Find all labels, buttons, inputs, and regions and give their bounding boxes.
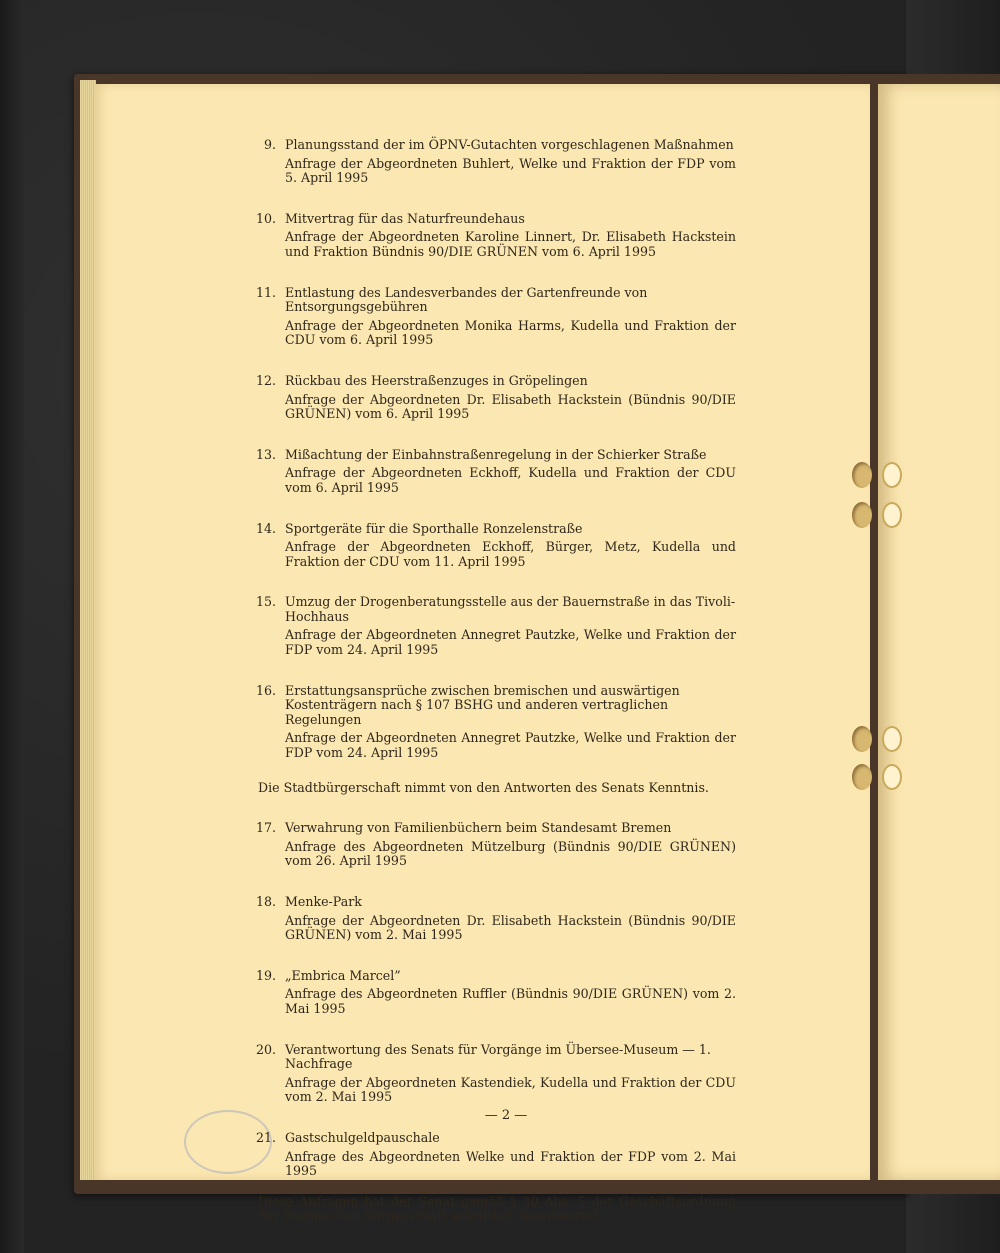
- document-content: [256, 138, 736, 1224]
- item-inquiry: Anfrage der Abgeordneten Monika Harms, Kudella und Fraktion der CDU vom 6. April 1995: [285, 317, 736, 348]
- punch-ring: [882, 726, 902, 752]
- item-number: 12.: [255, 372, 276, 388]
- item-inquiry: Anfrage der Abgeordneten Annegret Pautzke, Welke und Fraktion der FDP vom 24. April 1995: [285, 730, 736, 761]
- item-number: 19.: [255, 967, 276, 983]
- punch-hole: [852, 726, 872, 752]
- item-number: 18.: [255, 894, 276, 909]
- item-number: 10.: [255, 210, 276, 226]
- item-number: 15.: [255, 594, 276, 610]
- list-item: [256, 895, 736, 943]
- list-item: [256, 212, 736, 260]
- item-number: 9.: [263, 137, 276, 152]
- item-number: 17.: [255, 820, 276, 836]
- list-item: [256, 821, 736, 869]
- item-number: 21.: [255, 1129, 276, 1145]
- item-inquiry: Anfrage des Abgeordneten Ruffler (Bündnis 90/DIE GRÜNEN) vom 2. Mai 1995: [285, 986, 736, 1016]
- item-inquiry: Anfrage der Abgeordneten Dr. Elisabeth Hackstein (Bündnis 90/DIE GRÜNEN) vom 2. Mai 1995: [285, 912, 736, 943]
- item-inquiry: Anfrage der Abgeordneten Karoline Linnert, Dr. Elisabeth Hackstein und Fraktion Bündnis 90/DIE GRÜNEN vom 6. April 1995: [285, 229, 736, 259]
- item-title: Menke-Park: [285, 894, 362, 909]
- item-title: Planungsstand der im ÖPNV-Gutachten vorgeschlagenen Maßnahmen: [285, 137, 734, 152]
- item-inquiry: Anfrage des Abgeordneten Welke und Fraktion der FDP vom 2. Mai 1995: [285, 1148, 736, 1179]
- item-number: 16.: [255, 682, 276, 698]
- item-title: „Embrica Marcel”: [285, 967, 401, 983]
- item-inquiry: Anfrage des Abgeordneten Mützelburg (Bündnis 90/DIE GRÜNEN) vom 26. April 1995: [285, 838, 736, 869]
- item-title: Erstattungsansprüche zwischen bremischen und auswärtigen Kostenträgern nach § 107 BSHG und anderen vertraglichen Regelungen: [285, 682, 680, 727]
- item-title: Verantwortung des Senats für Vorgänge im Übersee-Museum — 1. Nachfrage: [285, 1041, 711, 1072]
- item-number: 20.: [255, 1041, 276, 1057]
- punch-ring: [882, 462, 902, 488]
- list-item: [256, 522, 736, 570]
- list-item: [256, 448, 736, 496]
- page-number: — 2 —: [484, 1108, 528, 1123]
- list-item: [256, 1131, 736, 1179]
- list-item: [256, 595, 736, 657]
- item-number: 13.: [255, 446, 276, 462]
- item-inquiry: Anfrage der Abgeordneten Dr. Elisabeth Hackstein (Bündnis 90/DIE GRÜNEN) vom 6. April 1995: [285, 391, 736, 422]
- item-inquiry: Anfrage der Abgeordneten Kastendiek, Kudella und Fraktion der CDU vom 2. Mai 1995: [285, 1074, 736, 1105]
- list-item: [256, 374, 736, 422]
- list-item: [256, 969, 736, 1017]
- item-title: Rückbau des Heerstraßenzuges in Gröpelingen: [285, 372, 588, 388]
- item-inquiry: Anfrage der Abgeordneten Eckhoff, Bürger, Metz, Kudella und Fraktion der CDU vom 11. April 1995: [285, 539, 736, 569]
- list-item: [256, 1043, 736, 1105]
- punch-ring: [882, 502, 902, 528]
- item-title: Mitvertrag für das Naturfreundehaus: [285, 210, 525, 226]
- next-page-edge: [878, 84, 1000, 1180]
- item-title: Umzug der Drogenberatungsstelle aus der Bauernstraße in das Tivoli-Hochhaus: [285, 594, 736, 624]
- item-number: 11.: [255, 284, 276, 300]
- punch-hole: [852, 462, 872, 488]
- item-number: 14.: [255, 520, 276, 536]
- item-inquiry: Anfrage der Abgeordneten Eckhoff, Kudella und Fraktion der CDU vom 6. April 1995: [285, 465, 736, 495]
- item-title: Entlastung des Landesverbandes der Gartenfreunde von Entsorgungsgebühren: [285, 284, 648, 315]
- binder-left: [0, 0, 24, 1253]
- punch-hole: [852, 502, 872, 528]
- item-title: Sportgeräte für die Sporthalle Ronzelenstraße: [285, 520, 583, 536]
- item-title: Mißachtung der Einbahnstraßenregelung in der Schierker Straße: [285, 446, 707, 462]
- list-item: [256, 286, 736, 348]
- item-title: Verwahrung von Familienbüchern beim Standesamt Bremen: [285, 820, 672, 836]
- list-item: [256, 138, 736, 186]
- interim-note: Die Stadtbürgerschaft nimmt von den Antworten des Senats Kenntnis.: [258, 779, 709, 795]
- punch-ring: [882, 764, 902, 790]
- closing-note: Diese Anfragen hat der Senat gemäß § 30 Abs. 5 der Geschäftsordnung der Bremischen Bürgerschaft schriftlich beantwortet.: [258, 1193, 736, 1224]
- item-inquiry: Anfrage der Abgeordneten Annegret Pautzke, Welke und Fraktion der FDP vom 24. April 1995: [285, 627, 736, 658]
- punch-hole: [852, 764, 872, 790]
- item-title: Gastschulgeldpauschale: [285, 1129, 440, 1145]
- list-item: [256, 684, 736, 761]
- item-inquiry: Anfrage der Abgeordneten Buhlert, Welke und Fraktion der FDP vom 5. April 1995: [285, 155, 736, 186]
